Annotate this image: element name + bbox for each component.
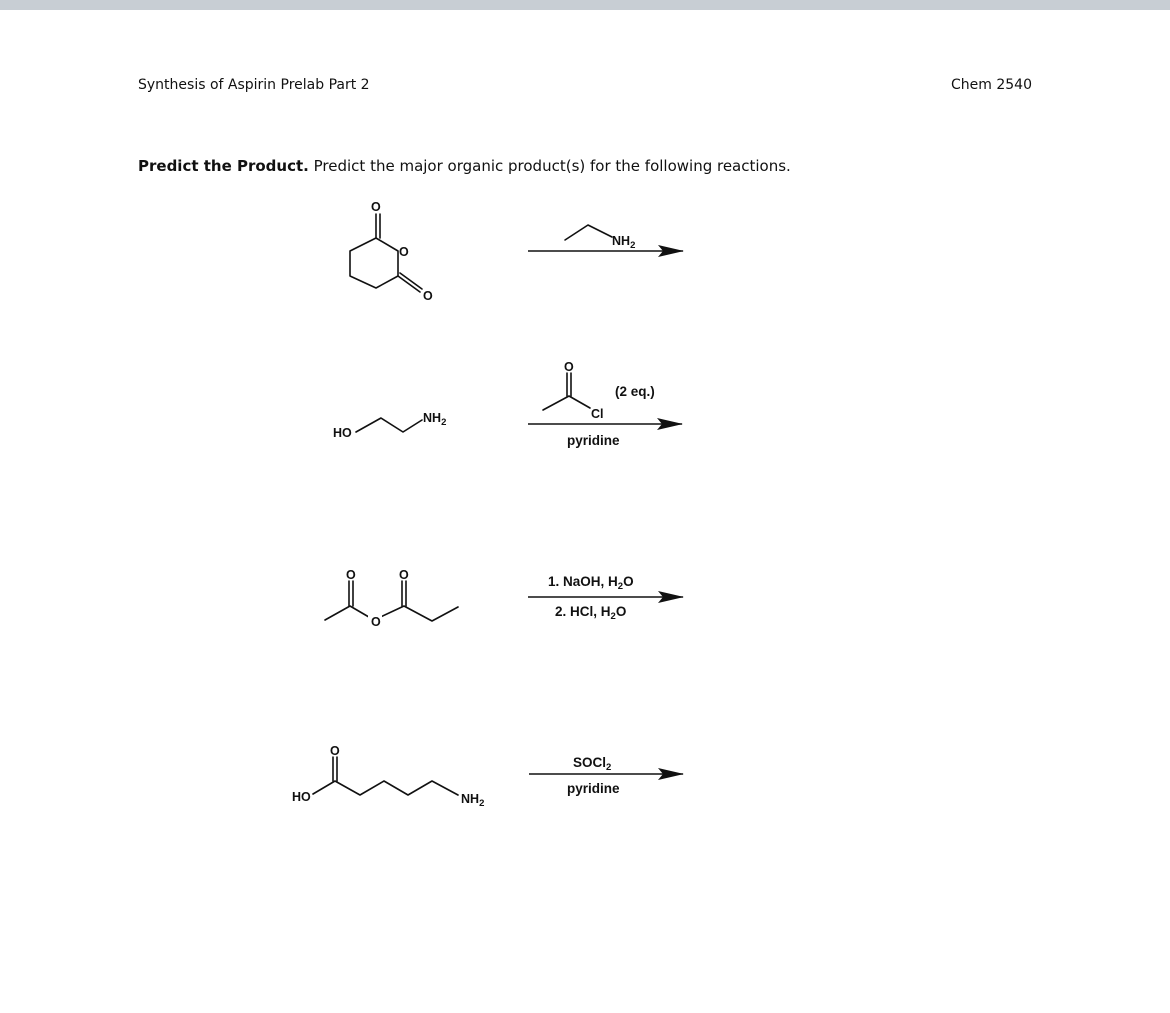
condition-pyridine-1: pyridine: [567, 433, 620, 448]
reactant-2-ethanolamine: [333, 411, 446, 440]
atom-o-bridge: O: [371, 615, 381, 629]
atom-ho-acid: HO: [292, 790, 311, 804]
reaction-3: [325, 568, 683, 629]
atom-o-carbonyl-a: O: [346, 568, 356, 582]
page-title: Synthesis of Aspirin Prelab Part 2: [138, 77, 370, 93]
condition-socl2: SOCl$_2$: [573, 755, 612, 773]
atom-o-ring: O: [399, 245, 409, 259]
atom-o-acid: O: [330, 744, 340, 758]
equivalents-label: (2 eq.): [615, 384, 655, 399]
atom-o-carbonyl-1: O: [371, 200, 381, 214]
reaction-4: [292, 744, 683, 809]
condition-pyridine-2: pyridine: [567, 781, 620, 796]
atom-nh2-terminal: $NH_2$: [461, 792, 485, 809]
reactant-1-glutaric-anhydride: [350, 200, 433, 303]
reagent-1-ethylamine: [565, 225, 635, 251]
instructions-lead: Predict the Product.: [138, 157, 309, 175]
atom-o-carbonyl-2: O: [423, 289, 433, 303]
reagent-amine-label: $NH_2$: [612, 234, 636, 251]
instructions-text: Predict the major organic product(s) for the following reactions.: [313, 157, 791, 175]
atom-cl: Cl: [591, 407, 604, 421]
atom-o-acyl: O: [564, 360, 574, 374]
atom-ho: HO: [333, 426, 352, 440]
condition-step-2: 2. HCl, $H_2O$: [555, 604, 627, 622]
reactant-4-aminohexanoic-acid: [292, 744, 484, 809]
reaction-1: [350, 200, 683, 303]
reactant-3-mixed-anhydride: [325, 568, 458, 629]
atom-o-carbonyl-b: O: [399, 568, 409, 582]
atom-nh2: $NH_2$: [423, 411, 447, 428]
reagent-2-acetyl-chloride: [543, 360, 655, 421]
condition-step-1: 1. NaOH, $H_2O$: [548, 574, 634, 592]
course-label: Chem 2540: [951, 77, 1032, 93]
reaction-2: [333, 360, 682, 448]
